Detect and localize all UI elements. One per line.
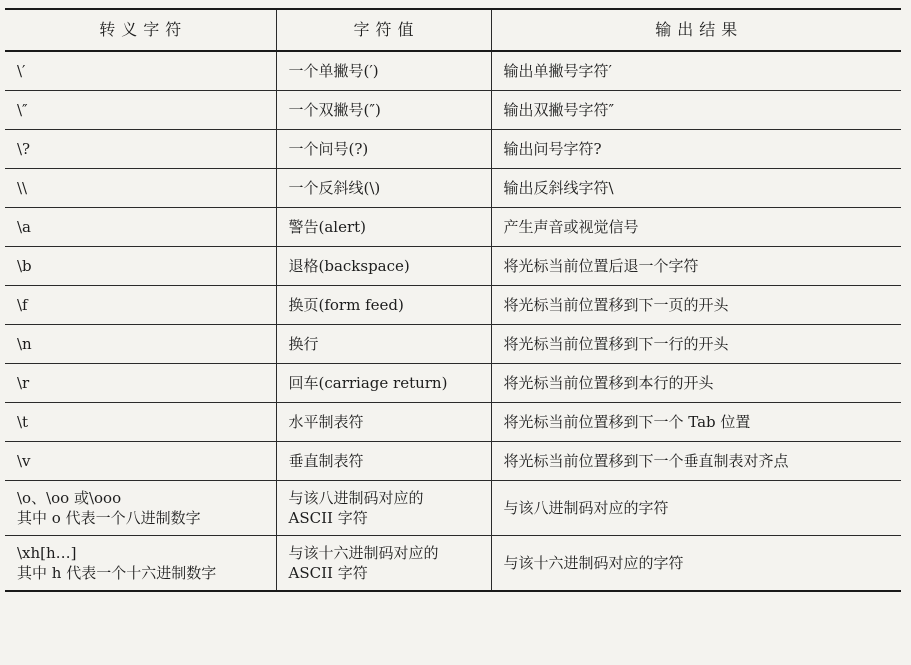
table-row [5,481,901,536]
value-cell-line: 与该八进制码对应的 [288,489,424,507]
value-cell-line: 警告(alert) [288,218,367,236]
escape-cell-line: \r [17,374,30,392]
value-cell-line: 一个单撇号(′) [288,62,379,80]
table-row [5,130,901,169]
value-cell [276,286,491,325]
output-cell [491,91,901,130]
value-cell [276,169,491,208]
output-cell [491,208,901,247]
table-body [5,51,901,591]
escape-cell-line: 其中 o 代表一个八进制数字 [17,509,201,527]
escape-cell [5,208,276,247]
escape-cell-line: \f [17,296,28,314]
escape-cell-line: \? [17,140,31,158]
value-cell [276,481,491,536]
value-cell [276,403,491,442]
value-cell [276,208,491,247]
output-cell-line: 产生声音或视觉信号 [503,218,639,236]
escape-cell [5,442,276,481]
escape-cell [5,91,276,130]
value-cell [276,91,491,130]
value-cell [276,325,491,364]
value-cell-line: 一个双撇号(″) [288,101,381,119]
value-cell-line: 垂直制表符 [288,452,364,470]
value-cell-line: ASCII 字符 [288,564,368,582]
escape-cell [5,169,276,208]
output-cell-line: 输出单撇号字符′ [503,62,612,80]
output-cell [491,364,901,403]
output-cell [491,481,901,536]
table-row [5,247,901,286]
escape-cell-line: 其中 h 代表一个十六进制数字 [17,564,217,582]
value-cell [276,442,491,481]
escape-cell-line: \xh[h…] [17,544,77,562]
output-cell [491,403,901,442]
escape-cell-line: \v [17,452,31,470]
output-cell-line: 输出问号字符? [503,140,602,158]
output-cell-line: 输出双撇号字符″ [503,101,615,119]
table-row [5,208,901,247]
escape-cell-line: \′ [17,62,26,80]
output-cell-line: 将光标当前位置后退一个字符 [503,257,699,275]
value-cell-line: 退格(backspace) [288,257,410,275]
escape-cell [5,481,276,536]
output-cell-line: 将光标当前位置移到下一行的开头 [503,335,729,353]
value-cell-line: 水平制表符 [288,413,364,431]
value-cell-line: 一个问号(?) [288,140,369,158]
table-row [5,536,901,592]
output-cell [491,442,901,481]
escape-cell [5,51,276,91]
escape-character-table [5,8,901,592]
escape-cell [5,247,276,286]
table-row [5,325,901,364]
output-cell-line: 输出反斜线字符\ [503,179,614,197]
table-row [5,364,901,403]
escape-cell [5,536,276,592]
output-cell [491,130,901,169]
header-escape-char: 转义字符 [5,9,276,51]
output-cell-line: 将光标当前位置移到下一页的开头 [503,296,729,314]
header-char-value: 字符值 [276,9,491,51]
output-cell [491,169,901,208]
output-cell [491,536,901,592]
escape-cell-line: \b [17,257,32,275]
table-row [5,403,901,442]
table-row [5,286,901,325]
escape-cell-line: \o、\oo 或\ooo [17,489,122,507]
output-cell-line: 将光标当前位置移到下一个 Tab 位置 [503,413,751,431]
output-cell-line: 将光标当前位置移到下一个垂直制表对齐点 [503,452,789,470]
value-cell [276,51,491,91]
table-row [5,91,901,130]
value-cell-line: 回车(carriage return) [288,374,448,392]
output-cell-line: 与该十六进制码对应的字符 [503,554,684,572]
value-cell-line: 换页(form feed) [288,296,404,314]
output-cell-line: 将光标当前位置移到本行的开头 [503,374,714,392]
escape-cell [5,325,276,364]
table-header-row [5,9,901,51]
escape-cell-line: \t [17,413,29,431]
output-cell [491,247,901,286]
escape-cell-line: \n [17,335,32,353]
escape-cell-line: \\ [17,179,28,197]
value-cell-line: 换行 [288,335,319,353]
table-row [5,51,901,91]
header-output-result: 输出结果 [491,9,901,51]
output-cell-line: 与该八进制码对应的字符 [503,499,669,517]
output-cell [491,325,901,364]
escape-cell-line: \a [17,218,31,236]
value-cell-line: 与该十六进制码对应的 [288,544,439,562]
escape-cell [5,130,276,169]
value-cell [276,536,491,592]
value-cell [276,247,491,286]
escape-cell-line: \″ [17,101,28,119]
value-cell [276,364,491,403]
table-row [5,169,901,208]
escape-cell [5,286,276,325]
escape-cell [5,364,276,403]
escape-cell [5,403,276,442]
output-cell [491,51,901,91]
table-row [5,442,901,481]
value-cell-line: ASCII 字符 [288,509,368,527]
output-cell [491,286,901,325]
value-cell [276,130,491,169]
value-cell-line: 一个反斜线(\) [288,179,381,197]
